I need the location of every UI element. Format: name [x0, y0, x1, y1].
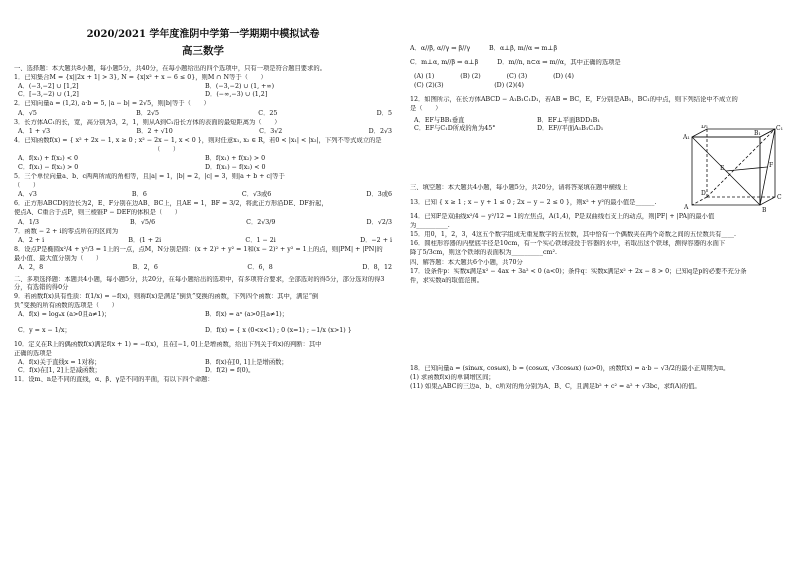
question-3: 3．长方体AC₁的长，宽，高分别为3，2，1，则从A到C₁沿长方体的表面的最短距离为（ ） [14, 118, 281, 126]
question-6-cont: 使点A、C重合于点P，则三棱锥P − DEF的体积是（ ） [14, 209, 182, 217]
option: B．EF⊥平面BDD₁B₁ [537, 117, 600, 125]
question-11-ab: A．α//β, α//γ ⇒ β//γ B．α⊥β, m//α ⇒ m⊥β [410, 45, 558, 52]
question-4: 4．已知函数f(x) = { x² + 2x − 1, x ≥ 0 ; x² − 2x − 1, x < 0 }，则对任意x₁, x₂ ∈ R，若0 < |x₁| < |x₂|，下列不等式成立的是 [14, 137, 382, 145]
question-8-options [14, 264, 392, 272]
question-1: 1．已知集合M = {x||2x + 1| > 3}, N = {x|x² + x − 6 ≤ 0}，则M ∩ N等于（ ） [14, 73, 267, 81]
option: D．√2/3 [366, 218, 392, 226]
question-17-cont: 件，求实数a的取值范围。 [410, 276, 484, 284]
hidden-edge [692, 197, 707, 205]
vertex-label: B [762, 207, 767, 214]
question-6: 6．正方形ABCD的边长为2，E、F分别在边AB、BC上，且AE = 1，BF = 3/2，将此正方形沿DE、DF折起， [14, 200, 328, 208]
question-7-options [14, 237, 392, 245]
option: C．25 [258, 109, 278, 117]
question-13: 13．已知 { x ≥ 1 ; x − y + 1 ≤ 0 ; 2x − y − 2 ≤ 0 }，则x² + y²的最小值是______. [410, 198, 657, 206]
option: C．√3或6 [241, 191, 272, 199]
option: D．8，12 [362, 264, 392, 272]
answer-blank: （ ） [154, 146, 180, 154]
vertex-label: E [720, 165, 725, 172]
option: B．f(x)在[0, 1]上是增函数； [205, 358, 288, 366]
section-heading: 二、多项选择题：本题共4小题，每小题5分，共20分，在每小题给出的选项中，有多项符合要求，全部选对的得5分，部分选对的得3分，有选错的得0分 [14, 275, 385, 291]
question-15: 15．用0，1，2，3，4这五个数字组成无重复数字的五位数，其中恰有一个偶数夹在两个奇数之间的五位数共有____. [410, 231, 736, 239]
question-14-cont: 为__________. [410, 221, 450, 229]
vertex-label: C [777, 194, 782, 201]
answer-blank: （ ） [14, 181, 40, 189]
option: C．6，8 [247, 264, 273, 272]
option: B．f(x) = aˣ (a>0且a≠1)； [205, 311, 289, 319]
question-18-part1: (1) 求函数f(x)的单调增区间； [410, 374, 495, 382]
option: A．f(x₁) + f(x₂) < 0 [18, 155, 79, 163]
option: A．1 + √3 [18, 127, 51, 135]
question-5-options [14, 191, 392, 199]
question-2-options [14, 110, 392, 118]
option: D．2√3 [368, 127, 392, 135]
question-6-options [14, 219, 392, 227]
option: A．√5 [18, 109, 37, 117]
question-12-cont: 是（ ） [410, 104, 442, 112]
question-4-options [14, 155, 392, 171]
question-11-cd: C．m⊥α, m//β ⇒ α⊥β D．m//n, n⊂α ⇒ m//α，其中正确的选项是 [410, 59, 621, 67]
option: D．f(2) = f(0)。 [205, 367, 255, 375]
question-12-options [410, 117, 660, 133]
option: B．√5/6 [130, 218, 156, 226]
question-10-options [14, 359, 392, 375]
question-9-options [14, 311, 392, 319]
question-2: 2．已知向量a = (1,2), a·b = 5, |a − b| = 2√5，则|b|等于（ ） [14, 100, 210, 108]
question-3-options [14, 128, 392, 136]
question-16: 16．圆柱形容器的内壁底半径是10cm，有一个实心铁球浸没于容器的水中，若取出这个铁球，测得容器的水面下 [410, 240, 726, 248]
exam-title: 2020/2021 学年度淮阴中学第一学期期中模拟试卷 [86, 29, 320, 40]
option: B．2，6 [132, 264, 158, 272]
option: C．f(x)在[1, 2]上是减函数； [18, 367, 101, 375]
vertex-label: F [769, 162, 774, 169]
option: B．(1 + 2i [128, 236, 162, 244]
question-7: 7．函数 − 2 + i的零点所在的区间为 [14, 227, 119, 235]
option: (D) (4) [553, 73, 574, 81]
option: D．5 [376, 109, 392, 117]
question-11-options [410, 73, 574, 81]
question-10: 10．定义在R上的偶函数f(x)满足f(x + 1) = −f(x)，且在[−1, 0]上是增函数，给出下列关于f(x)的判断：其中 [14, 340, 322, 348]
section-heading: 四、解答题：本大题共6个小题，共70分 [410, 258, 523, 266]
option: A．2，8 [18, 264, 44, 272]
option: (B) (2) [460, 73, 481, 81]
left-column [14, 0, 392, 385]
option: (D) (2)(4) [494, 81, 524, 89]
option: D．f(x₁) − f(x₂) < 0 [205, 163, 266, 171]
diagonal-c1d [707, 129, 775, 197]
option: C．[−3,−2) ∪ (1,2] [18, 91, 79, 99]
option: D．−2 + i [360, 236, 392, 244]
option: B．(−3,−2) ∪ (1, +∞) [205, 82, 275, 90]
section-heading: 三、填空题：本大题共4小题，每小题5分，共20分，请将答案填在题中横线上 [410, 184, 628, 192]
question-5: 5．三个单位向量a、b、c两两所成的角相等，且|a| = 1，|b| = 2，|c| = 3，则|a + b + c|等于 [14, 172, 285, 180]
option: A．(−3,−2] ∪ [1,2] [18, 82, 79, 90]
question-10-cont: 正确的选项是 [14, 349, 52, 357]
question-16-cont: 降了5/3cm，则这个铁球的表面积为__________cm². [410, 249, 557, 257]
option: C．EF与C₁D所成的角为45° [414, 125, 496, 133]
option: B．6 [131, 191, 147, 199]
option: (A) (1) [414, 73, 435, 81]
cuboid-figure [670, 125, 790, 215]
option: C．f(x₁) − f(x₂) > 0 [18, 163, 79, 171]
vertex-label: D₁ [701, 125, 709, 130]
question-14: 14．已知F是双曲线x²/4 − y²/12 = 1的左焦点，A(1,4)，P是双曲线右支上的动点，则|PF| + |PA|的最小值 [410, 212, 715, 220]
vertex-label: A [684, 204, 689, 211]
question-9-cont: 负”变换的所有函数的选项是（ ） [14, 302, 118, 310]
vertex-label: B₁ [754, 130, 761, 137]
option: C．3√2 [259, 127, 283, 135]
question-9-options-cd [14, 327, 392, 335]
option: A．f(x) = logₐx (a>0且a≠1)； [18, 311, 111, 319]
question-18: 18．已知向量a = (sinωx, cosωx), b = (cosωx, √3cosωx) (ω>0)，函数f(x) = a·b − √3/2的最小正周期为π。 [410, 365, 730, 373]
option: B．2 + √10 [136, 127, 173, 135]
option: A．1/3 [18, 218, 39, 226]
vertex-label: D [701, 190, 706, 197]
option: B．2√5 [136, 109, 160, 117]
question-18-part2: (11) 如果△ABC的三边a、b、c所对的角分别为A、B、C，且满足b² + c² = a² + √3bc，求f(A)的值。 [410, 383, 701, 391]
question-9: 9．若函数f(x)具有性质：f(1/x) = −f(x)，则称f(x)是满足“倒负”变换的函数，下列四个函数：其中，满足“倒 [14, 292, 319, 300]
vertex-label: A₁ [683, 134, 690, 141]
option: C．y = x − 1/x； [18, 327, 71, 335]
option: D．EF//平面A₁B₁C₁D₁ [537, 125, 604, 133]
question-8-cont: 最小值、最大值分别为（ ） [14, 255, 103, 263]
option: A．2 + i [18, 236, 45, 244]
option: C．2√3/9 [246, 218, 276, 226]
option: C．1 − 2i [245, 236, 276, 244]
option: D．f(x) = { x (0<x<1) ; 0 (x=1) ; −1/x (x>1) } [205, 327, 352, 335]
question-1-options [14, 83, 392, 99]
option: D．(−∞,−3) ∪ (1,2] [205, 91, 268, 99]
option: B．f(x₁) + f(x₂) > 0 [205, 155, 266, 163]
option: (C) (3) [506, 73, 528, 81]
question-11-options-2 [410, 82, 524, 90]
option: A．√3 [18, 191, 37, 199]
question-12: 12．如图所示，在长方体ABCD − A₁B₁C₁D₁，若AB = BC，E，F分别是AB₁，BC₁的中点，则下列结论中不成立的 [410, 95, 738, 103]
option: A．f(x)关于直线x = 1对称； [18, 358, 101, 366]
option: A．EF与BB₁垂直 [414, 117, 465, 125]
vertex-label: C₁ [776, 125, 783, 132]
question-17: 17．设条件p：实数x满足x² − 4ax + 3a² < 0 (a<0)；条件q：实数x满足x² + 2x − 8 > 0；已知q是p的必要不充分条 [410, 267, 747, 275]
exam-subtitle: 高三数学 [182, 45, 224, 57]
question-11: 11．设m、n是不同的直线，α、β、γ是不同的平面，有以下四个命题： [14, 376, 214, 384]
section-heading: 一、选择题：本大题共8小题，每小题5分，共40分，在每小题给出的四个选项中，只有一项是符合题目要求的。 [14, 64, 326, 72]
option: (C) (2)(3) [414, 81, 444, 89]
segment-ef [726, 167, 768, 171]
question-8: 8．设点P是椭圆x²/4 + y²/3 = 1上的一点，点M，N分别是圆：(x + 2)² + y² = 1和(x − 2)² + y² = 1上的点，则|PM| + |PN|的 [14, 246, 383, 254]
option: D．3或6 [366, 191, 392, 199]
